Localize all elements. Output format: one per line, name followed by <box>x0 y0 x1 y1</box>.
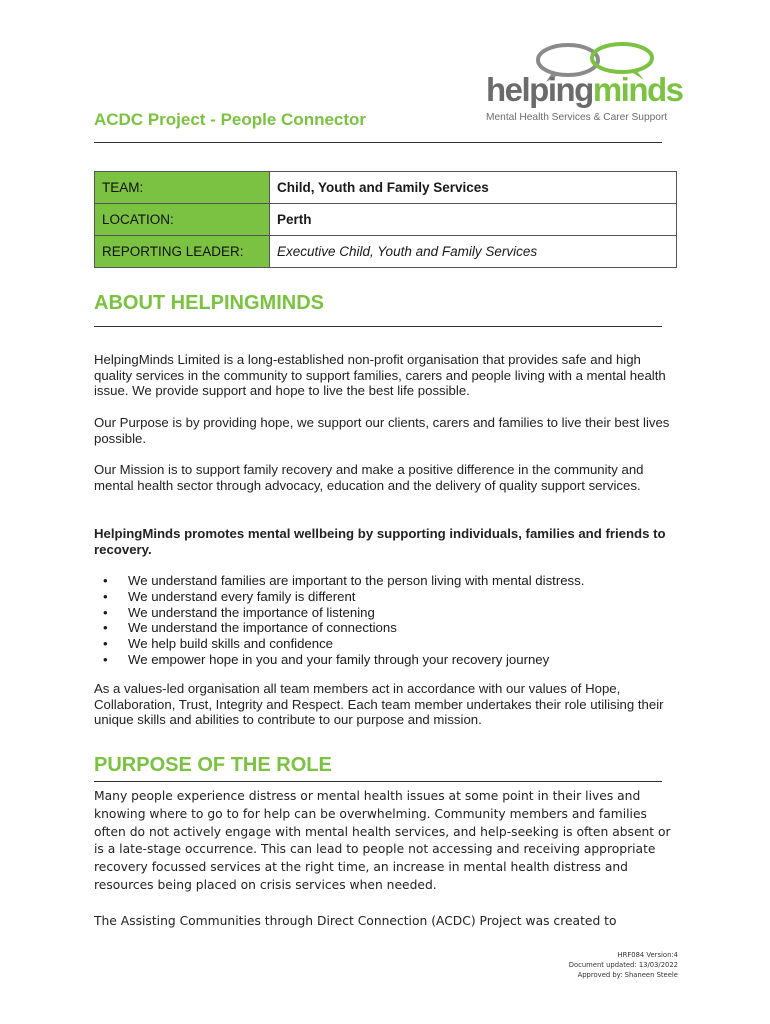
values-paragraph: As a values-led organisation all team members act in accordance with our values of Hope, Collaboration, Trust, Integrity and Respect. Each team member undertakes their role utilising their unique skills and abilities to contribute to our purpose and mission. <box>94 681 664 727</box>
mission-statement: HelpingMinds promotes mental wellbeing by supporting individuals, families and friends to recovery. <box>94 526 666 557</box>
purpose-heading: PURPOSE OF THE ROLE <box>94 754 332 776</box>
logo-wordmark <box>486 70 683 110</box>
team-value: Child, Youth and Family Services <box>270 172 677 204</box>
logo-word-minds: minds <box>592 71 683 108</box>
table-row <box>95 236 677 268</box>
location-label: LOCATION: <box>95 204 270 236</box>
about-heading: ABOUT HELPINGMINDS <box>94 292 324 314</box>
about-paragraph-1: HelpingMinds Limited is a long-established non-profit organisation that provides safe and high quality services in the community to support families, carers and people living with a mental health issue. We provide support and hope to live the best life possible. <box>94 352 666 398</box>
footer-updated: Document updated: 13/03/2022 <box>568 961 678 969</box>
purpose-paragraph-2: The Assisting Communities through Direct Connection (ACDC) Project was created to <box>94 914 617 928</box>
list-item: • We understand the importance of connections <box>94 620 674 636</box>
helpingminds-logo <box>480 40 683 130</box>
footer-version: HRF084 Version:4 <box>617 951 678 959</box>
list-item: • We help build skills and confidence <box>94 636 674 652</box>
list-item: • We understand families are important to the person living with mental distress. <box>94 573 674 589</box>
list-item: • We empower hope in you and your family through your recovery journey <box>94 652 674 668</box>
logo-word-helping: helping <box>486 71 593 108</box>
about-paragraph-2: Our Purpose is by providing hope, we support our clients, carers and families to live their best lives possible. <box>94 415 670 446</box>
table-row <box>95 172 677 204</box>
logo-tagline: Mental Health Services & Carer Support <box>486 112 668 123</box>
project-title: ACDC Project - People Connector <box>94 110 367 129</box>
purpose-paragraph-1: Many people experience distress or mental health issues at some point in their lives and knowing where to go to for help can be overwhelming. Community members and families often do not actively engage with mental health services, and help-seeking is often absent or is a late-stage occurrence. This can lead to people not accessing and receiving appropriate recovery focussed services at the right time, an increase in mental health distress and resources being placed on crisis services when needed. <box>94 789 671 892</box>
title-divider <box>94 142 662 143</box>
role-info-table <box>94 171 677 268</box>
reporting-leader-value: Executive Child, Youth and Family Services <box>270 236 677 268</box>
table-row <box>95 204 677 236</box>
about-divider <box>94 326 662 327</box>
about-paragraph-3: Our Mission is to support family recovery and make a positive difference in the community and mental health sector through advocacy, education and the delivery of quality support services. <box>94 462 644 493</box>
reporting-leader-label: REPORTING LEADER: <box>95 236 270 268</box>
location-value: Perth <box>270 204 677 236</box>
list-item: • We understand every family is different <box>94 589 674 605</box>
document-footer <box>569 950 678 980</box>
purpose-divider <box>94 781 662 782</box>
footer-approved: Approved by: Shaneen Steele <box>577 971 678 979</box>
team-label: TEAM: <box>95 172 270 204</box>
list-item: • We understand the importance of listening <box>94 605 674 621</box>
values-bullet-list <box>94 573 674 668</box>
